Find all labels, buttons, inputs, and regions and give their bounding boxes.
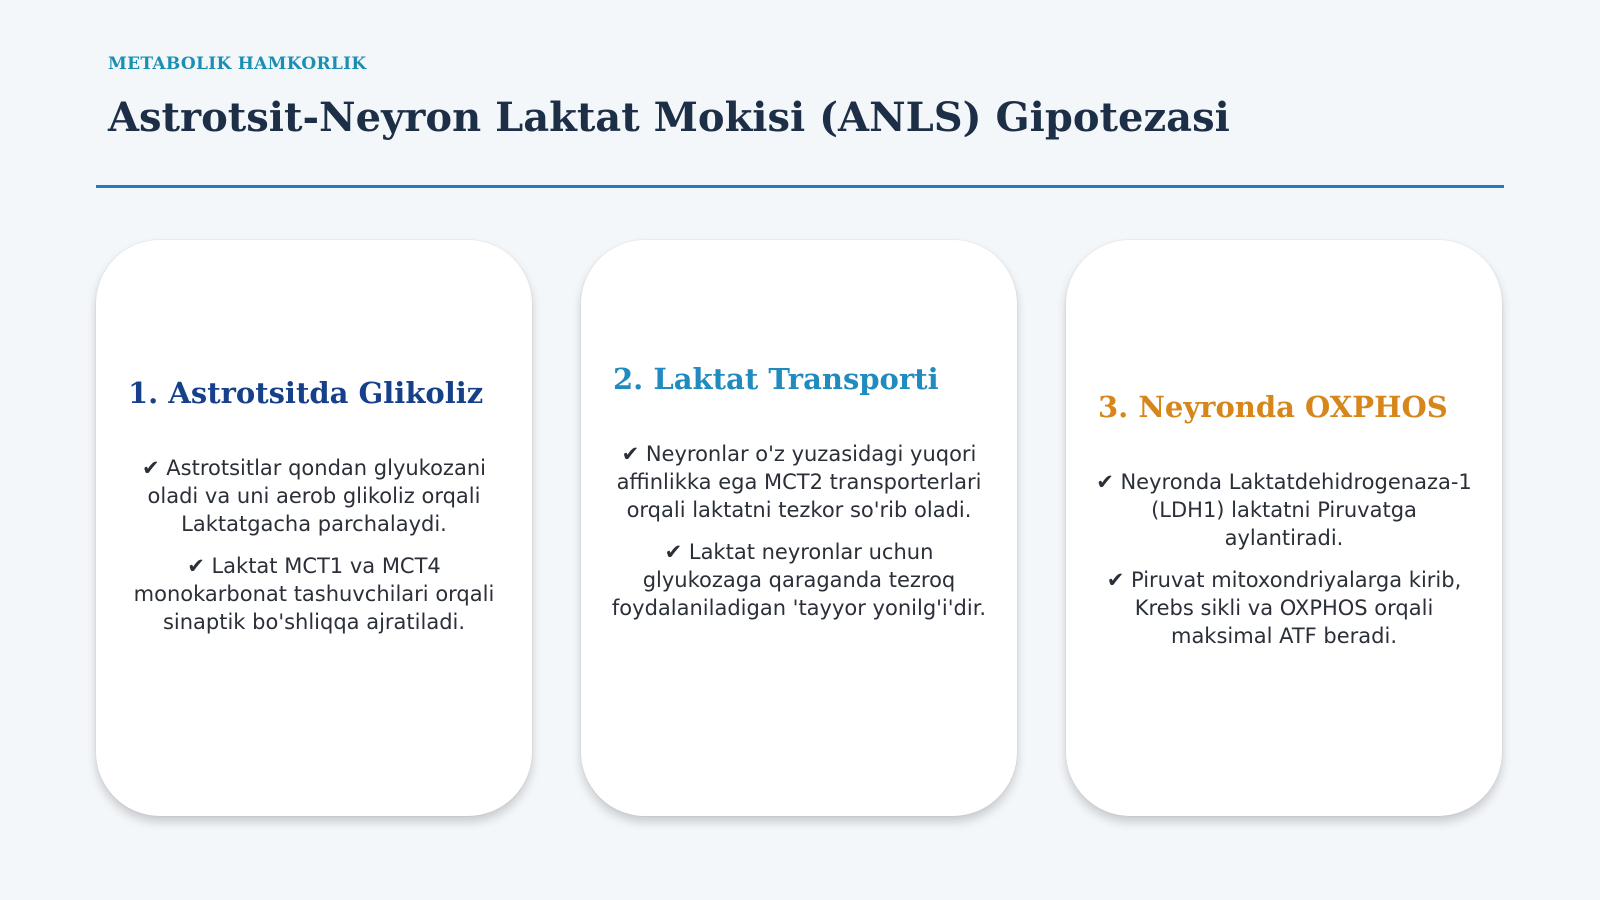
card-body [611, 440, 987, 636]
card-title: 1. Astrotsitda Glikoliz [128, 376, 484, 410]
card-point: ✔ Laktat neyronlar uchun glyukozaga qaraganda tezroq foydalaniladigan 'tayyor yonilg'i'dir. [611, 540, 987, 620]
card-point: ✔ Piruvat mitoxondriyalarga kirib, Krebs sikli va OXPHOS orqali maksimal ATF beradi. [1106, 568, 1462, 648]
card-lactate-transport [581, 240, 1017, 816]
card-body [1096, 468, 1472, 664]
page-title: Astrotsit-Neyron Laktat Mokisi (ANLS) Gipotezasi [108, 94, 1230, 141]
card-title: 3. Neyronda OXPHOS [1098, 390, 1448, 424]
card-point: ✔ Astrotsitlar qondan glyukozani oladi va uni aerob glikoliz orqali Laktatgacha parchalaydi. [142, 456, 486, 536]
card-title: 2. Laktat Transporti [613, 362, 939, 396]
card-astrocyte-glycolysis [96, 240, 532, 816]
section-eyebrow: METABOLIK HAMKORLIK [108, 54, 367, 74]
card-neuron-oxphos [1066, 240, 1502, 816]
card-point: ✔ Laktat MCT1 va MCT4 monokarbonat tashuvchilari orqali sinaptik bo'shliqqa ajratiladi. [133, 554, 495, 634]
card-point: ✔ Neyronlar o'z yuzasidagi yuqori affinlikka ega MCT2 transporterlari orqali laktatni tezkor so'rib oladi. [616, 442, 982, 522]
card-body [126, 454, 502, 650]
title-divider [96, 185, 1504, 188]
card-point: ✔ Neyronda Laktatdehidrogenaza-1 (LDH1) laktatni Piruvatga aylantiradi. [1096, 470, 1472, 550]
